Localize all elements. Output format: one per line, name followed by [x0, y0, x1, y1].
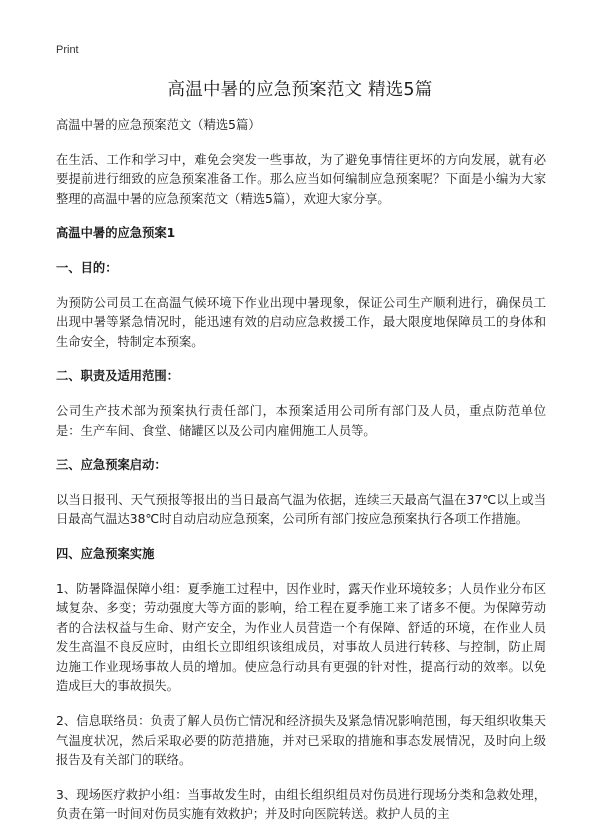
document-title: 高温中暑的应急预案范文 精选5篇	[167, 80, 433, 100]
section-heading-purpose: 一、目的：	[56, 260, 118, 275]
intro-paragraph: 在生活、工作和学习中，难免会突发一些事故，为了避免事情往更坏的方向发展，就有必要提前进行细致的应急预案准备工作。那么应当如何编制应急预案呢？下面是小编为大家整理的高温中暑的应急预案范文（精选5篇），欢迎大家分享。	[56, 152, 546, 206]
implementation-item: 3、现场医疗救护小组：当事故发生时，由组长组织组员对伤员进行现场分类和急救处理，负责在第一时间对伤员实施有效救护；并及时向医院转送。救护人员的主	[56, 787, 546, 822]
section-heading-scope: 二、职责及适用范围：	[56, 369, 179, 384]
implementation-item: 1、防暑降温保障小组：夏季施工过程中，因作业时，露天作业环境较多；人员作业分布区域复杂、多变；劳动强度大等方面的影响，给工程在夏季施工来了诸多不便。为保障劳动者的合法权益与生命、财产安全，为作业人员营造一个有保障、舒适的环境，在作业人员发生高温不良反应时，由组长立即组织该组成员，对事故人员进行转移、与控制，防止周边施工作业现场事故人员的增加。使应急行动具有更强的针对性，提高行动的效率。以免造成巨大的事故损失。	[56, 581, 546, 694]
print-label[interactable]: Print	[56, 44, 79, 56]
section-body-scope: 公司生产技术部为预案执行责任部门，本预案适用公司所有部门及人员，重点防范单位是：生产车间、食堂、储罐区以及公司内雇佣施工人员等。	[56, 403, 546, 438]
section-heading-implementation: 四、应急预案实施	[56, 546, 155, 561]
document-body	[56, 116, 546, 840]
document-subtitle: 高温中暑的应急预案范文（精选5篇）	[56, 118, 261, 132]
section-heading-activation: 三、应急预案启动：	[56, 458, 167, 473]
implementation-item: 2、信息联络员：负责了解人员伤亡情况和经济损失及紧急情况影响范围，每天组织收集天气温度状况，然后采取必要的防范措施，并对已采取的措施和事态发展情况，及时向上级报告及有关部门的联络。	[56, 714, 546, 768]
plan-title: 高温中暑的应急预案1	[56, 226, 176, 241]
section-body-activation: 以当日报刊、天气预报等报出的当日最高气温为依据，连续三天最高气温在37℃以上或当日最高气温达38℃时自动启动应急预案，公司所有部门按应急预案执行各项工作措施。	[56, 492, 546, 527]
section-body-purpose: 为预防公司员工在高温气候环境下作业出现中暑现象，保证公司生产顺利进行，确保员工出现中暑等紧急情况时，能迅速有效的启动应急救援工作，最大限度地保障员工的身体和生命安全，特制定本预案。	[56, 295, 546, 349]
